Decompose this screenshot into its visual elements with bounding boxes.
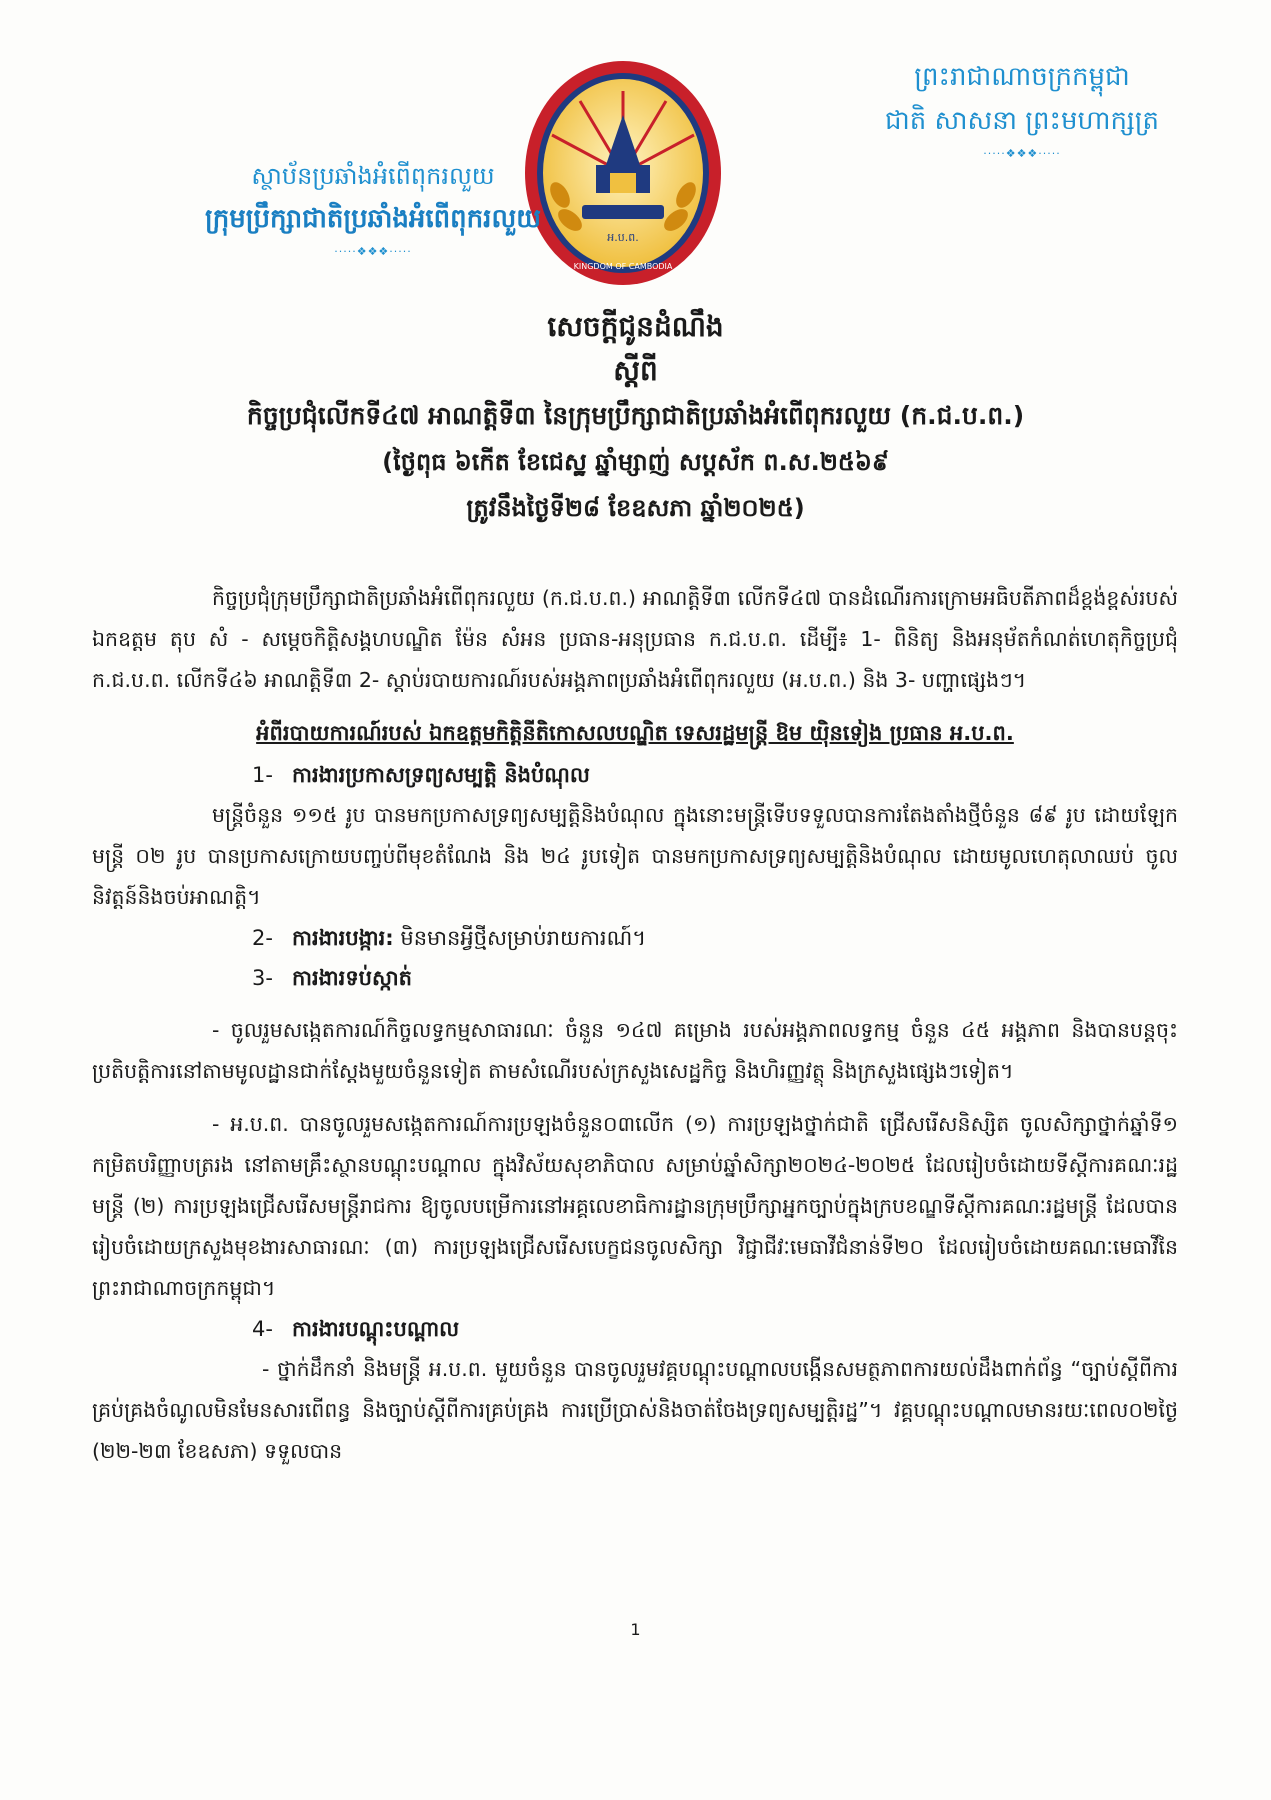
item-heading: ការងារបង្ការ:	[292, 926, 394, 950]
notice-title	[130, 305, 1141, 531]
kingdom-header	[857, 55, 1187, 160]
item-heading-4	[92, 1309, 1178, 1349]
seal-caption: KINGDOM OF CAMBODIA	[573, 262, 673, 271]
intro-paragraph: កិច្ចប្រជុំក្រុមប្រឹក្សាជាតិប្រឆាំងអំពើពុករលួយ (ក.ជ.ប.ព.) អាណត្តិទី៣ លើកទី៤៧ បានដំណើរការក្រោមអធិបតីភាពដ៏ខ្ពង់ខ្ពស់របស់ ឯកឧត្តម តុប សំ - សម្តេចកិត្តិសង្គហបណ្ឌិត ម៉ែន សំអន ប្រធាន-អនុប្រធាន ក.ជ.ប.ព. ដើម្បី៖ 1- ពិនិត្យ និងអនុម័តកំណត់ហេតុកិច្ចប្រជុំ ក.ជ.ប.ព. លើកទី៤៦ អាណត្តិទី៣ 2- ស្តាប់របាយការណ៍របស់អង្គភាពប្រឆាំងអំពើពុករលួយ (អ.ប.ព.) និង 3- បញ្ហាផ្សេងៗ។	[92, 586, 1178, 692]
title-line-3: កិច្ចប្រជុំលើកទី៤៧ អាណត្តិទី៣ នៃក្រុមប្រឹក្សាជាតិប្រឆាំងអំពើពុករលួយ (ក.ជ.ប.ព.)	[246, 401, 1025, 430]
item-heading-2	[92, 918, 1178, 958]
title-line-4: (ថ្ងៃពុធ ៦កើត ខែជេស្ឋ ឆ្នាំម្សាញ់ សប្តស័ក ព.ស.២៥៦៩	[382, 448, 889, 476]
item-heading: ការងារប្រកាសទ្រព្យសម្បត្តិ និងបំណុល	[292, 763, 590, 787]
section-title: អំពីរបាយការណ៍របស់ ឯកឧត្តមកិត្តិនីតិកោសលបណ្ឌិត ទេសរដ្ឋមន្ត្រី ឱម យ៉ិនទៀង ប្រធាន អ.ប.ព.	[256, 721, 1014, 745]
kingdom-line: ព្រះរាជាណាចក្រកម្ពុជា	[914, 62, 1130, 92]
document-body	[92, 578, 1178, 1472]
institution-line: ស្ថាប័នប្រឆាំងអំពើពុករលួយ	[251, 162, 495, 190]
item-2-text: មិនមានអ្វីថ្មីសម្រាប់រាយការណ៍។	[393, 926, 647, 950]
item-number: 3-	[252, 966, 273, 990]
item-number: 1-	[252, 763, 273, 787]
item-heading-3	[92, 958, 1178, 998]
item-heading: ការងារទប់ស្កាត់	[292, 966, 412, 990]
council-line: ក្រុមប្រឹក្សាជាតិប្រឆាំងអំពើពុករលួយ	[205, 204, 541, 234]
item-4-text: - ថ្នាក់ដឹកនាំ និងមន្ត្រី អ.ប.ព. មួយចំនួន បានចូលរួមវគ្គបណ្តុះបណ្តាលបង្កើនសមត្ថភាពការយល់ដឹងពាក់ព័ន្ធ “ច្បាប់ស្តីពីការគ្រប់គ្រងចំណូលមិនមែនសារពើពន្ធ និងច្បាប់ស្តីពីការគ្រប់គ្រង ការប្រើប្រាស់និងចាត់ចែងទ្រព្យសម្បត្តិរដ្ឋ”។ វគ្គបណ្តុះបណ្តាលមានរយៈពេល០២ថ្ងៃ (២២-២៣ ខែឧសភា) ទទួលបាន	[92, 1357, 1178, 1463]
motto-line: ជាតិ សាសនា ព្រះមហាក្សត្រ	[885, 106, 1159, 136]
item-number: 4-	[252, 1317, 273, 1341]
title-line-2: ស្តីពី	[613, 354, 658, 387]
item-number: 2-	[252, 926, 273, 950]
title-line-5: ត្រូវនឹងថ្ងៃទី២៨ ខែឧសភា ឆ្នាំ២០២៥)	[466, 494, 805, 522]
page-number: 1	[630, 1620, 641, 1639]
item-heading: ការងារបណ្តុះបណ្តាល	[292, 1317, 460, 1341]
item-3-paragraph-1: - ចូលរួមសង្កេតការណ៍កិច្ចលទ្ធកម្មសាធារណៈ ចំនួន ១៤៧ គម្រោង របស់អង្គភាពលទ្ធកម្ម ចំនួន ៤៥ អង្គភាព និងបានបន្តចុះប្រតិបត្តិការនៅតាមមូលដ្ឋានជាក់ស្តែងមួយចំនួនទៀត តាមសំណើរបស់ក្រសួងសេដ្ឋកិច្ច និងហិរញ្ញវត្ថុ និងក្រសួងផ្សេងៗទៀត។	[92, 1018, 1178, 1083]
item-3-paragraph-2: - អ.ប.ព. បានចូលរួមសង្កេតការណ៍ការប្រឡងចំនួន០៣លើក (១) ការប្រឡងថ្នាក់ជាតិ ជ្រើសរើសនិស្សិត ចូលសិក្សាថ្នាក់ឆ្នាំទី១ កម្រិតបរិញ្ញាបត្ររង នៅតាមគ្រឹះស្ថានបណ្តុះបណ្តាល ក្នុងវិស័យសុខាភិបាល សម្រាប់ឆ្នាំសិក្សា២០២៤-២០២៥ ដែលរៀបចំដោយទីស្តីការគណៈរដ្ឋមន្ត្រី (២) ការប្រឡងជ្រើសរើសមន្ត្រីរាជការ ឱ្យចូលបម្រើការនៅអគ្គលេខាធិការដ្ឋានក្រុមប្រឹក្សាអ្នកច្បាប់ក្នុងក្របខណ្ឌទីស្តីការគណៈរដ្ឋមន្ត្រី ដែលបានរៀបចំដោយក្រសួងមុខងារសាធារណៈ (៣) ការប្រឡងជ្រើសរើសបេក្ខជនចូលសិក្សា វិជ្ជាជីវៈមេធាវីជំនាន់ទី២០ ដែលរៀបចំដោយគណៈមេធាវីនៃព្រះរាជាណាចក្រកម្ពុជា។	[92, 1112, 1178, 1300]
ornament-dots: ·····❖❖❖·····	[334, 245, 412, 258]
item-heading-1	[92, 755, 1178, 795]
title-line-1: សេចក្តីជូនដំណឹង	[547, 310, 724, 343]
ornament-dots: ·····❖❖❖·····	[983, 147, 1061, 160]
institution-header	[158, 155, 588, 258]
item-1-text: មន្ត្រីចំនួន ១១៥ រូប បានមកប្រកាសទ្រព្យសម្បត្តិនិងបំណុល ក្នុងនោះមន្ត្រីទើបទទួលបានការតែងតាំងថ្មីចំនួន ៨៩ រូប ដោយឡែកមន្ត្រី ០២ រូប បានប្រកាសក្រោយបញ្ចប់ពីមុខតំណែង និង ២៤ រូបទៀត បានមកប្រកាសទ្រព្យសម្បត្តិនិងបំណុល ដោយមូលហេតុលាឈប់ ចូលនិវត្តន៍និងចប់អាណត្តិ។	[92, 803, 1178, 909]
seal-initials: អ.ប.ព.	[607, 231, 639, 244]
